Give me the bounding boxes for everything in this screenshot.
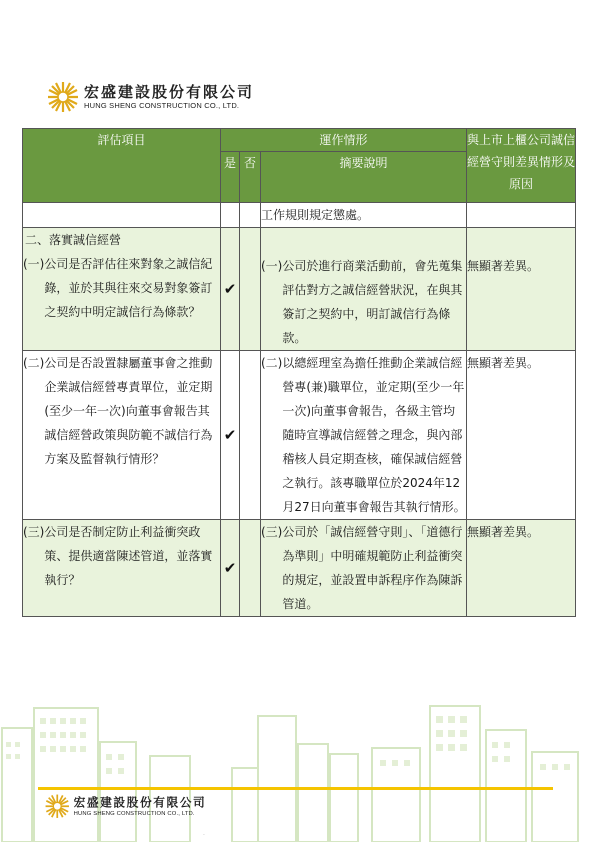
footer-accent-line bbox=[38, 787, 553, 790]
page-mark: - bbox=[203, 832, 205, 838]
item-label: (二) bbox=[23, 356, 45, 370]
header-summary: 摘要說明 bbox=[261, 152, 467, 203]
yes-check: ✔ bbox=[221, 351, 240, 520]
desc-text: 公司於「誠信經營守則」、「道德行為準則」中明確規範防止利益衝突的規定，並設置申訴程序作為陳訴管道。 bbox=[282, 525, 463, 611]
table-row bbox=[23, 351, 576, 520]
header-diff: 與上市上櫃公司誠信經營守則差異情形及原因 bbox=[467, 129, 576, 203]
diff-text: 無顯著差異。 bbox=[467, 520, 576, 617]
header-no: 否 bbox=[240, 152, 261, 203]
company-logo-icon bbox=[46, 80, 80, 114]
diff-text: 無顯著差異。 bbox=[467, 228, 576, 351]
header-item: 評估項目 bbox=[23, 129, 221, 203]
desc-label: (一) bbox=[261, 259, 283, 273]
item-label: (三) bbox=[23, 525, 45, 539]
company-logo-icon bbox=[44, 793, 71, 820]
company-name-cn: 宏盛建設股份有限公司 bbox=[84, 83, 255, 101]
continuation-text: 工作規則規定懲處。 bbox=[261, 203, 467, 228]
desc-text: 公司於進行商業活動前，會先蒐集評估對方之誠信經營狀況，在與其簽訂之契約中，明訂誠信行為條款。 bbox=[282, 259, 463, 345]
table-row bbox=[23, 228, 576, 351]
diff-text: 無顯著差異。 bbox=[467, 351, 576, 520]
integrity-evaluation-table bbox=[22, 128, 576, 617]
table-row bbox=[23, 520, 576, 617]
table-row-continuation bbox=[23, 203, 576, 228]
company-logo bbox=[46, 80, 254, 114]
company-name-cn: 宏盛建設股份有限公司 bbox=[73, 795, 207, 810]
desc-label: (三) bbox=[261, 525, 283, 539]
item-text: 公司是否制定防止利益衝突政策、提供適當陳述管道，並落實執行？ bbox=[44, 525, 213, 587]
item-text: 公司是否評估往來對象之誠信紀錄，並於其與往來交易對象簽訂之契約中明定誠信行為條款？ bbox=[44, 257, 213, 319]
section-title: 二、落實誠信經營 bbox=[25, 233, 122, 247]
company-name-en: HUNG SHENG CONSTRUCTION CO., LTD. bbox=[73, 809, 195, 817]
desc-text: 以總經理室為擔任推動企業誠信經營專(兼)職單位，並定期(至少一年一次)向董事會報告，各級主管均隨時宣導誠信經營之理念，與內部稽核人員定期查核，確保誠信經營之執行。該專職單位於2024年12月27日向董事會報告其執行情形。 bbox=[282, 356, 466, 514]
header-yes: 是 bbox=[221, 152, 240, 203]
company-name-en: HUNG SHENG CONSTRUCTION CO., LTD. bbox=[84, 101, 240, 110]
item-text: 公司是否設置隸屬董事會之推動企業誠信經營專責單位，並定期(至少一年一次)向董事會報告其誠信經營政策與防範不誠信行為方案及監督執行情形？ bbox=[44, 356, 213, 466]
item-label: (一) bbox=[23, 257, 45, 271]
yes-check: ✔ bbox=[221, 520, 240, 617]
header-operation: 運作情形 bbox=[221, 129, 467, 152]
yes-check: ✔ bbox=[221, 228, 240, 351]
footer-company-logo bbox=[44, 793, 206, 820]
desc-label: (二) bbox=[261, 356, 283, 370]
